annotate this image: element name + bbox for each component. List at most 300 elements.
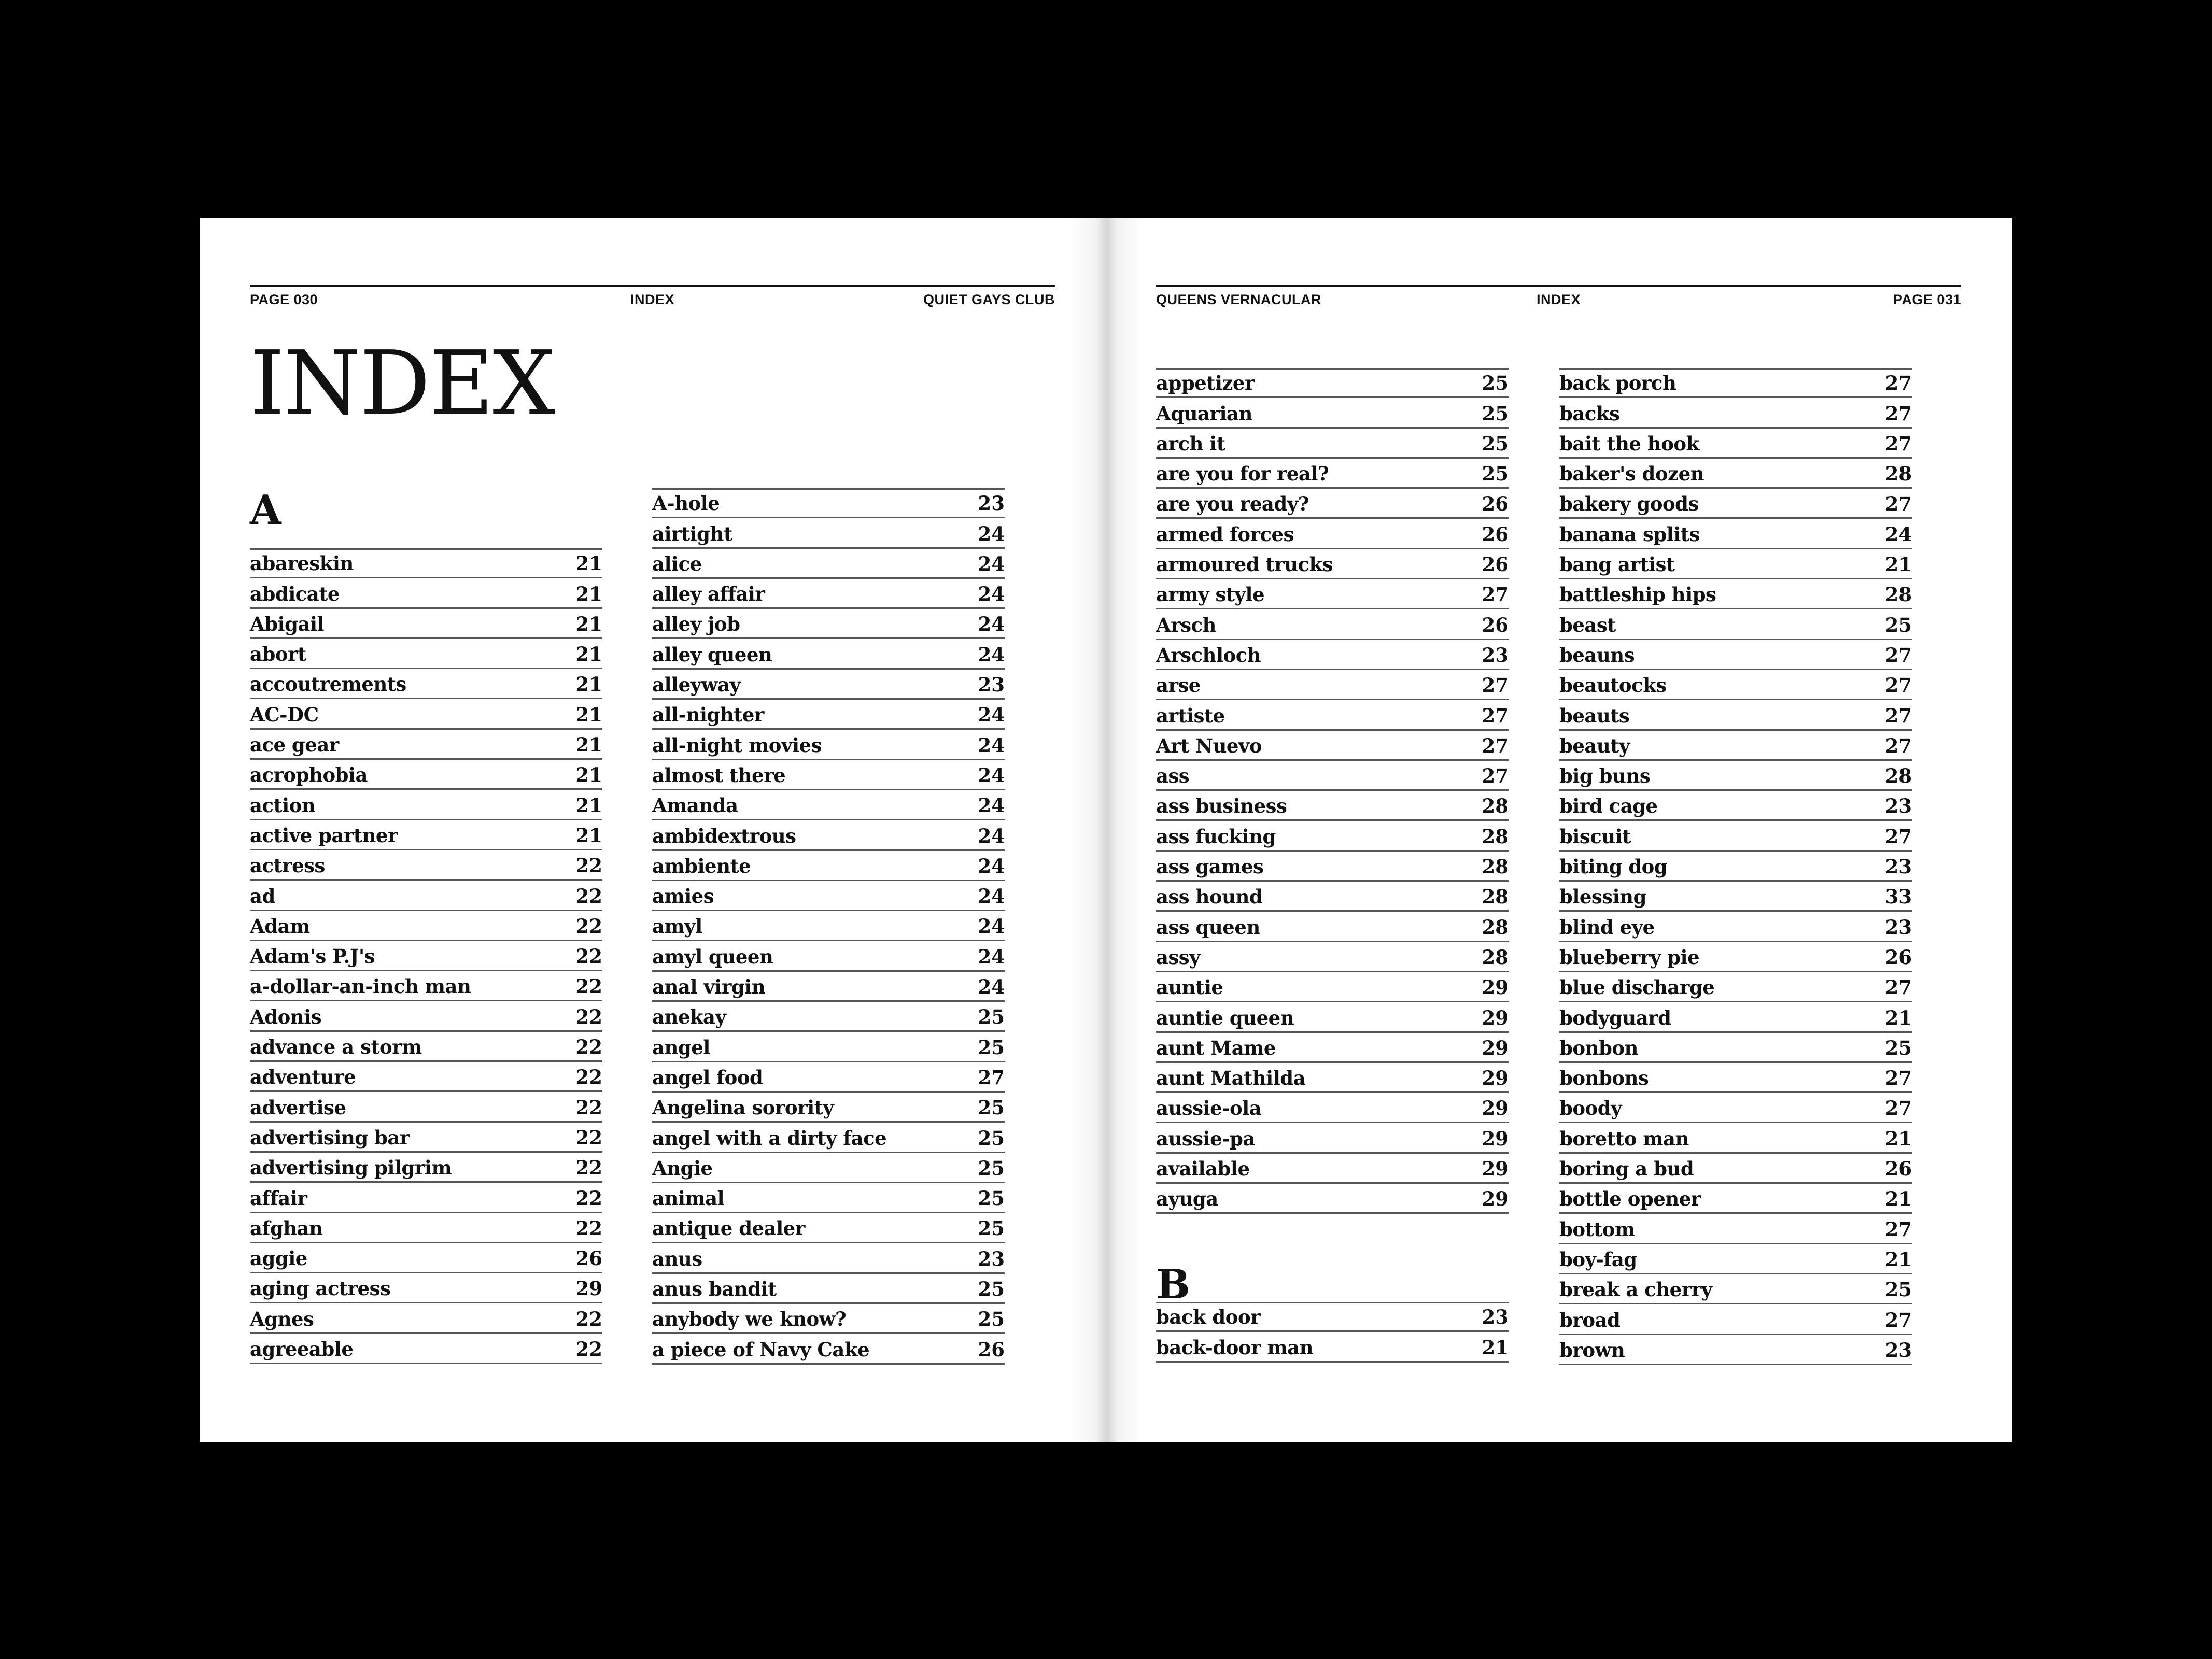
index-page-number: 27 <box>1885 674 1912 697</box>
index-term: amyl <box>652 915 702 938</box>
index-page-number: 26 <box>1482 492 1509 516</box>
index-entry <box>1559 731 1912 761</box>
index-term: boody <box>1559 1097 1622 1120</box>
index-entry <box>652 1062 1005 1093</box>
index-entry <box>250 760 602 790</box>
index-page-number: 24 <box>978 583 1005 606</box>
index-page-number: 28 <box>1482 945 1509 969</box>
index-term: alley affair <box>652 583 765 606</box>
index-entry <box>652 1183 1005 1213</box>
index-term: biting dog <box>1559 855 1668 878</box>
index-term: backs <box>1559 402 1620 425</box>
index-term: auntie <box>1156 976 1223 999</box>
index-term: beauty <box>1559 734 1630 757</box>
index-term: ad <box>250 884 275 908</box>
index-page-number: 22 <box>575 1126 602 1149</box>
index-term: angel food <box>652 1066 763 1089</box>
index-page-number: 23 <box>978 673 1005 697</box>
index-page-number: 28 <box>1482 885 1509 909</box>
index-entry <box>250 850 602 881</box>
index-term: ambidextrous <box>652 824 796 847</box>
index-entry <box>1559 670 1912 700</box>
index-term: AC-DC <box>250 703 319 726</box>
index-entry <box>652 760 1005 790</box>
index-entry <box>1156 640 1509 670</box>
index-page-number: 27 <box>1482 704 1509 727</box>
index-term: ayuga <box>1156 1187 1218 1211</box>
index-entry <box>250 971 602 1001</box>
index-entry <box>1559 459 1912 489</box>
index-page-number: 29 <box>1482 1187 1509 1211</box>
index-page-number: 24 <box>978 824 1005 847</box>
index-page-number: 24 <box>978 522 1005 545</box>
index-page-number: 25 <box>1482 432 1509 455</box>
index-page-number: 22 <box>575 1066 602 1089</box>
index-entry <box>1156 429 1509 459</box>
index-term: advertising bar <box>250 1126 410 1149</box>
index-page-number: 22 <box>575 975 602 998</box>
index-term: ace gear <box>250 733 339 757</box>
index-page-number: 23 <box>1885 915 1912 939</box>
index-term: baker's dozen <box>1559 462 1704 486</box>
index-entry <box>1559 791 1912 821</box>
index-entry <box>1156 670 1509 700</box>
index-entry <box>250 1334 602 1364</box>
index-entry <box>250 1273 602 1303</box>
index-page-number: 24 <box>978 915 1005 938</box>
index-page-number: 29 <box>1482 1067 1509 1090</box>
index-entry <box>1156 398 1509 428</box>
index-page-number: 24 <box>978 733 1005 757</box>
index-page-number: 27 <box>1885 432 1912 455</box>
index-term: battleship hips <box>1559 583 1716 606</box>
index-term: accoutrements <box>250 673 406 696</box>
index-entry <box>1156 549 1509 579</box>
index-page-number: 27 <box>1885 734 1912 757</box>
index-entry <box>250 1001 602 1031</box>
index-term: Adam's P.J's <box>250 945 375 968</box>
index-term: Aquarian <box>1156 402 1252 425</box>
index-page-number: 25 <box>978 1126 1005 1150</box>
index-page-number: 22 <box>575 1096 602 1119</box>
index-page-number: 23 <box>978 492 1005 515</box>
index-term: Adonis <box>250 1005 322 1028</box>
index-entry <box>652 1002 1005 1032</box>
index-entry <box>250 1153 602 1183</box>
right-running-title: QUEENS VERNACULAR <box>1156 292 1322 307</box>
index-entry <box>1559 821 1912 851</box>
index-page-number: 25 <box>978 1156 1005 1180</box>
index-entry <box>250 548 602 578</box>
index-page-number: 27 <box>1885 1067 1912 1090</box>
index-page-number: 23 <box>1885 855 1912 878</box>
index-page-number: 28 <box>1885 764 1912 788</box>
index-entry <box>652 1123 1005 1153</box>
index-term: bang artist <box>1559 553 1675 576</box>
index-term: ass hound <box>1156 885 1263 909</box>
index-page-number: 25 <box>1482 462 1509 486</box>
index-entry <box>1156 821 1509 851</box>
index-entry <box>250 1213 602 1243</box>
index-term: bodyguard <box>1559 1006 1671 1029</box>
index-page-number: 24 <box>978 613 1005 636</box>
index-entry <box>1156 368 1509 398</box>
index-term: Angie <box>652 1156 713 1180</box>
index-page-number: 23 <box>1885 1338 1912 1362</box>
index-term: available <box>1156 1157 1250 1181</box>
index-term: bonbon <box>1559 1036 1638 1059</box>
index-term: ass fucking <box>1156 825 1276 848</box>
left-page-header <box>250 285 1055 311</box>
index-term: bakery goods <box>1559 492 1699 516</box>
index-entry <box>652 1093 1005 1123</box>
index-term: alley job <box>652 613 740 636</box>
index-page-number: 22 <box>575 1216 602 1240</box>
index-term: bottom <box>1559 1217 1635 1241</box>
index-term: blind eye <box>1559 915 1655 939</box>
index-entry <box>1559 1093 1912 1123</box>
index-term: bait the hook <box>1559 432 1699 455</box>
index-page-number: 22 <box>575 1036 602 1059</box>
index-term: aggie <box>250 1247 307 1270</box>
index-entry <box>652 941 1005 971</box>
index-entry <box>652 639 1005 669</box>
index-entry <box>1156 1332 1509 1362</box>
index-entry <box>250 1032 602 1062</box>
index-page-number: 27 <box>1885 825 1912 848</box>
index-term: Amanda <box>652 794 738 817</box>
index-entry <box>652 609 1005 639</box>
index-page-number: 24 <box>978 945 1005 968</box>
index-page-number: 27 <box>978 1066 1005 1089</box>
index-column-right-2 <box>1559 368 1912 1365</box>
index-entry <box>1156 972 1509 1002</box>
index-page-number: 29 <box>1482 1006 1509 1029</box>
index-page-number: 25 <box>1482 372 1509 395</box>
index-term: amies <box>652 885 714 908</box>
index-term: artiste <box>1156 704 1225 727</box>
index-page-number: 29 <box>575 1277 602 1300</box>
index-term: alley queen <box>652 643 772 666</box>
index-page-number: 26 <box>575 1247 602 1270</box>
index-page-number: 22 <box>575 1156 602 1180</box>
index-term: ass business <box>1156 795 1287 818</box>
book-spread <box>200 218 2012 1442</box>
section-letter-b: B <box>1156 1261 1190 1308</box>
index-entry <box>1156 852 1509 882</box>
index-page-number: 24 <box>978 854 1005 877</box>
index-term: back-door man <box>1156 1336 1313 1359</box>
index-page-number: 21 <box>1885 1247 1912 1271</box>
index-term: big buns <box>1559 764 1651 788</box>
index-term: arch it <box>1156 432 1225 455</box>
index-entry <box>1559 429 1912 459</box>
index-page-number: 27 <box>1482 583 1509 606</box>
right-page-number: PAGE 031 <box>1893 292 1961 307</box>
index-entry <box>1156 459 1509 489</box>
index-entry <box>652 579 1005 609</box>
index-term: alleyway <box>652 673 741 697</box>
index-term: beautocks <box>1559 674 1667 697</box>
index-term: auntie queen <box>1156 1006 1294 1029</box>
index-term: angel with a dirty face <box>652 1126 887 1150</box>
index-page-number: 21 <box>575 582 602 605</box>
index-entry <box>652 1274 1005 1304</box>
index-term: beauns <box>1559 643 1635 667</box>
index-term: boy-fag <box>1559 1247 1637 1271</box>
index-page-number: 21 <box>575 733 602 757</box>
index-term: aunt Mathilda <box>1156 1067 1306 1090</box>
index-entry <box>1559 852 1912 882</box>
index-column-right-1b <box>1156 1302 1509 1363</box>
index-entry <box>1156 1123 1509 1153</box>
index-entry <box>250 639 602 669</box>
index-term: animal <box>652 1187 725 1210</box>
index-page-number: 24 <box>978 552 1005 575</box>
index-term: biscuit <box>1559 825 1631 848</box>
index-term: Arschloch <box>1156 643 1261 667</box>
index-term: banana splits <box>1559 522 1700 546</box>
index-term: assy <box>1156 945 1201 969</box>
index-term: affair <box>250 1186 307 1210</box>
index-term: ambiente <box>652 854 751 877</box>
index-term: angel <box>652 1036 710 1059</box>
index-entry <box>1156 731 1509 761</box>
index-term: anekay <box>652 1005 726 1029</box>
index-page-number: 27 <box>1885 372 1912 395</box>
index-term: blue discharge <box>1559 976 1715 999</box>
index-page-number: 27 <box>1482 674 1509 697</box>
index-term: armed forces <box>1156 522 1294 546</box>
index-entry <box>1559 1214 1912 1244</box>
index-term: a-dollar-an-inch man <box>250 975 471 998</box>
index-term: abdicate <box>250 582 340 605</box>
index-term: afghan <box>250 1216 323 1240</box>
index-page-number: 26 <box>1482 522 1509 546</box>
index-entry <box>1156 1063 1509 1093</box>
index-term: Arsch <box>1156 613 1216 636</box>
index-term: acrophobia <box>250 763 368 787</box>
index-page-number: 27 <box>1885 1217 1912 1241</box>
index-entry <box>1559 1335 1912 1365</box>
index-page-number: 21 <box>1885 1127 1912 1150</box>
left-page-number: PAGE 030 <box>250 292 318 307</box>
index-term: Agnes <box>250 1307 314 1330</box>
index-page-number: 29 <box>1482 1097 1509 1120</box>
index-entry <box>1559 912 1912 942</box>
index-entry <box>1559 1123 1912 1153</box>
index-page-number: 27 <box>1885 976 1912 999</box>
left-section-label: INDEX <box>630 292 675 307</box>
index-term: Angelina sorority <box>652 1096 834 1119</box>
index-page-number: 24 <box>978 643 1005 666</box>
index-entry <box>1559 1063 1912 1093</box>
index-page-number: 22 <box>575 854 602 877</box>
index-term: ass queen <box>1156 915 1260 939</box>
index-entry <box>250 1062 602 1092</box>
index-page-number: 28 <box>1482 795 1509 818</box>
index-entry <box>1156 912 1509 942</box>
index-page-number: 22 <box>575 1186 602 1210</box>
page-title: INDEX <box>250 332 555 435</box>
index-term: abort <box>250 643 306 666</box>
index-page-number: 27 <box>1885 643 1912 667</box>
index-entry <box>250 1243 602 1273</box>
index-term: broad <box>1559 1308 1621 1331</box>
index-page-number: 24 <box>978 703 1005 727</box>
index-term: aging actress <box>250 1277 391 1300</box>
index-entry <box>652 881 1005 911</box>
index-term: anus <box>652 1247 702 1270</box>
index-term: appetizer <box>1156 372 1255 395</box>
index-page-number: 26 <box>1482 553 1509 576</box>
index-page-number: 27 <box>1885 1097 1912 1120</box>
index-entry <box>1559 942 1912 972</box>
index-term: are you for real? <box>1156 462 1329 486</box>
index-term: bonbons <box>1559 1067 1649 1090</box>
index-page-number: 28 <box>1885 462 1912 486</box>
index-entry <box>652 790 1005 820</box>
index-term: ass <box>1156 764 1190 788</box>
index-page-number: 23 <box>1482 1306 1509 1329</box>
index-entry <box>1156 579 1509 609</box>
index-entry <box>1156 489 1509 519</box>
index-entry <box>250 1303 602 1334</box>
left-running-title: QUIET GAYS CLUB <box>923 292 1055 307</box>
index-term: a piece of Navy Cake <box>652 1338 870 1361</box>
index-term: bird cage <box>1559 795 1658 818</box>
index-term: boretto man <box>1559 1127 1689 1150</box>
index-page-number: 25 <box>978 1187 1005 1210</box>
index-page-number: 24 <box>978 763 1005 787</box>
index-page-number: 27 <box>1482 764 1509 788</box>
index-page-number: 27 <box>1482 734 1509 757</box>
index-term: actress <box>250 854 325 877</box>
index-page-number: 21 <box>575 793 602 817</box>
index-term: action <box>250 793 316 817</box>
index-entry <box>1559 609 1912 640</box>
index-entry <box>1559 1002 1912 1032</box>
index-page-number: 27 <box>1885 1308 1912 1331</box>
index-term: aussie-ola <box>1156 1097 1262 1120</box>
index-entry <box>1559 1033 1912 1063</box>
index-entry <box>1559 761 1912 791</box>
index-entry <box>1559 972 1912 1002</box>
index-entry <box>1156 700 1509 730</box>
index-entry <box>652 670 1005 700</box>
index-term: alice <box>652 552 702 575</box>
index-term: army style <box>1156 583 1265 606</box>
index-term: all-nighter <box>652 703 764 727</box>
index-page-number: 29 <box>1482 1036 1509 1059</box>
index-term: abareskin <box>250 552 354 575</box>
index-entry <box>1559 579 1912 609</box>
index-term: blessing <box>1559 885 1646 909</box>
book-gutter <box>1070 218 1143 1442</box>
index-term: arse <box>1156 674 1201 697</box>
index-entry <box>652 1304 1005 1334</box>
index-entry <box>1156 1154 1509 1184</box>
index-page-number: 21 <box>1885 1187 1912 1211</box>
index-entry <box>1156 1033 1509 1063</box>
index-entry <box>250 881 602 911</box>
index-term: boring a bud <box>1559 1157 1694 1181</box>
index-term: advertise <box>250 1096 346 1119</box>
index-term: Abigail <box>250 612 325 635</box>
index-page-number: 21 <box>575 703 602 726</box>
index-page-number: 24 <box>978 794 1005 817</box>
index-entry <box>652 518 1005 548</box>
index-term: anal virgin <box>652 975 766 999</box>
index-page-number: 23 <box>1885 795 1912 818</box>
index-page-number: 22 <box>575 945 602 968</box>
index-entry <box>250 820 602 850</box>
index-page-number: 22 <box>575 914 602 938</box>
index-entry <box>1559 549 1912 579</box>
index-page-number: 25 <box>1885 613 1912 636</box>
index-page-number: 22 <box>575 1338 602 1361</box>
index-entry <box>1559 368 1912 398</box>
index-term: blueberry pie <box>1559 945 1700 969</box>
index-page-number: 25 <box>1482 402 1509 425</box>
index-page-number: 29 <box>1482 1127 1509 1150</box>
index-page-number: 24 <box>1885 522 1912 546</box>
index-term: anybody we know? <box>652 1308 847 1331</box>
index-entry <box>1156 942 1509 972</box>
index-page-number: 28 <box>1885 583 1912 606</box>
index-column-right-1 <box>1156 368 1509 1214</box>
index-entry <box>1559 1184 1912 1214</box>
index-entry <box>652 700 1005 730</box>
index-term: ass games <box>1156 855 1264 878</box>
index-page-number: 24 <box>978 885 1005 908</box>
index-page-number: 22 <box>575 1307 602 1330</box>
index-page-number: 21 <box>575 763 602 787</box>
index-entry <box>1156 791 1509 821</box>
index-term: A-hole <box>652 492 720 515</box>
index-term: adventure <box>250 1066 356 1089</box>
index-term: amyl queen <box>652 945 773 968</box>
index-page-number: 22 <box>575 884 602 908</box>
index-page-number: 25 <box>978 1308 1005 1331</box>
index-column-left-1 <box>250 548 602 1364</box>
index-page-number: 21 <box>575 673 602 696</box>
index-entry <box>652 911 1005 941</box>
index-term: Art Nuevo <box>1156 734 1262 757</box>
index-term: bottle opener <box>1559 1187 1701 1211</box>
index-page-number: 21 <box>575 824 602 847</box>
index-entry <box>250 790 602 820</box>
index-entry <box>1559 1304 1912 1335</box>
index-entry <box>652 820 1005 850</box>
index-entry <box>1156 1302 1509 1332</box>
index-page-number: 33 <box>1885 885 1912 909</box>
index-term: anus bandit <box>652 1278 777 1301</box>
index-entry <box>652 1153 1005 1183</box>
index-term: back door <box>1156 1306 1261 1329</box>
index-entry <box>1156 1184 1509 1214</box>
index-entry <box>652 851 1005 881</box>
index-entry <box>1559 1274 1912 1304</box>
index-page-number: 26 <box>1885 945 1912 969</box>
index-term: all-night movies <box>652 733 822 757</box>
index-entry <box>652 1032 1005 1062</box>
right-page-header <box>1156 285 1961 311</box>
index-term: advertising pilgrim <box>250 1156 452 1180</box>
index-entry <box>250 1092 602 1122</box>
index-page-number: 28 <box>1482 915 1509 939</box>
index-entry <box>1156 1002 1509 1032</box>
